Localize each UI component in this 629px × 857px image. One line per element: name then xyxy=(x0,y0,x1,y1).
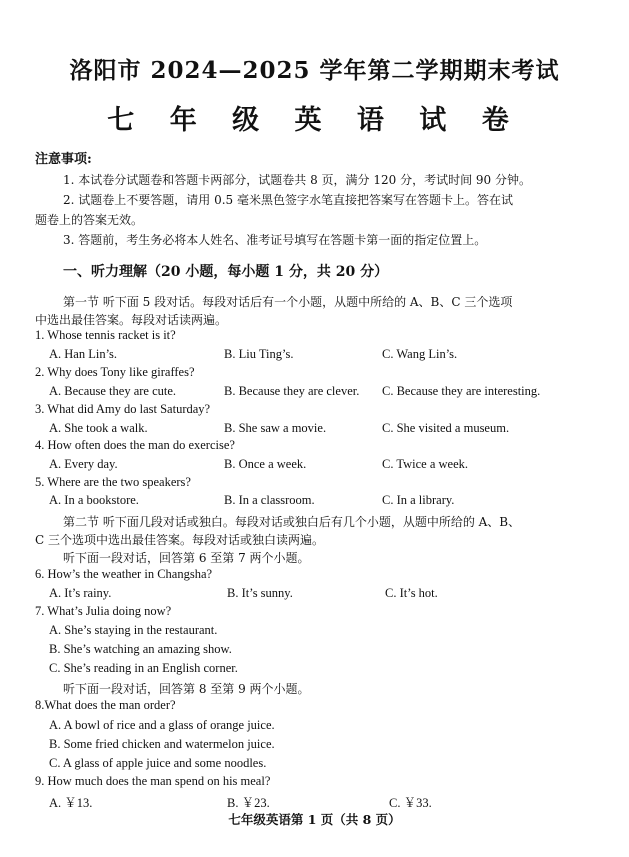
option-b: B. She saw a movie. xyxy=(224,421,327,435)
option-a: A. She’s staying in the restaurant. xyxy=(49,623,218,637)
option-c: C. Because they are interesting. xyxy=(382,384,541,398)
notice-item: 3. 答题前，考生务必将本人姓名、准考证号填写在答题卡第一面的指定位置上。 xyxy=(63,233,487,247)
option-b: B. Once a week. xyxy=(224,457,307,471)
option-a: A. Because they are cute. xyxy=(49,384,177,398)
option-c: C. A glass of apple juice and some noodles. xyxy=(49,756,267,770)
question: 9. How much does the man spend on his meal? xyxy=(35,774,271,788)
dialogue-intro: 听下面一段对话，回答第 6 至第 7 两个小题。 xyxy=(63,551,310,565)
option-b: B. She’s watching an amazing show. xyxy=(49,642,232,656)
option-c: C. She visited a museum. xyxy=(382,421,510,435)
question: 3. What did Amy do last Saturday? xyxy=(35,402,211,416)
question: 7. What’s Julia doing now? xyxy=(35,604,172,618)
notice-heading: 注意事项: xyxy=(35,152,92,167)
option-a: A. It’s rainy. xyxy=(49,586,112,600)
notice-item: 2. 试题卷上不要答题，请用 0.5 毫米黑色签字水笔直接把答案写在答题卡上。答在试 xyxy=(63,193,513,207)
question: 4. How often does the man do exercise? xyxy=(35,438,235,452)
option-c: C. It’s hot. xyxy=(385,586,438,600)
notice-item: 题卷上的答案无效。 xyxy=(35,213,144,227)
question: 6. How’s the weather in Changsha? xyxy=(35,567,213,581)
page-footer: 七年级英语第 1 页（共 8 页） xyxy=(228,812,401,827)
question: 5. Where are the two speakers? xyxy=(35,475,191,489)
option-b: B. Because they are clever. xyxy=(224,384,360,398)
section-heading: 一、听力理解（20 小题，每小题 1 分，共 20 分） xyxy=(63,264,389,280)
option-a: A. Han Lin’s. xyxy=(49,347,118,361)
option-c: C. Twice a week. xyxy=(382,457,469,471)
dialogue-intro: 听下面一段对话，回答第 8 至第 9 两个小题。 xyxy=(63,682,310,696)
option-a: A. In a bookstore. xyxy=(49,493,139,507)
option-c: C. Wang Lin’s. xyxy=(382,347,458,361)
option-b: B. Liu Ting’s. xyxy=(224,347,294,361)
part2-instructions-cont: C 三个选项中选出最佳答案。每段对话或独白读两遍。 xyxy=(35,533,324,547)
option-c: C. She’s reading in an English corner. xyxy=(49,661,238,675)
option-a: A. ￥13. xyxy=(49,796,93,810)
option-c: C. ￥33. xyxy=(389,796,432,810)
exam-subtitle: 七 年 级 英 语 试 卷 xyxy=(107,105,522,136)
option-a: A. She took a walk. xyxy=(49,421,148,435)
option-b: B. Some fried chicken and watermelon juice. xyxy=(49,737,275,751)
option-b: B. It’s sunny. xyxy=(227,586,293,600)
notice-item: 1. 本试卷分试题卷和答题卡两部分，试题卷共 8 页，满分 120 分，考试时间 90 分钟。 xyxy=(63,173,531,187)
question: 2. Why does Tony like giraffes? xyxy=(35,365,195,379)
exam-title: 洛阳市 2024—2025 学年第二学期期末考试 xyxy=(69,57,560,84)
question: 8.What does the man order? xyxy=(35,698,176,712)
part1-instructions-cont: 中选出最佳答案。每段对话读两遍。 xyxy=(35,313,228,327)
part1-instructions: 第一节 听下面 5 段对话。每段对话后有一个小题，从题中所给的 A、B、C 三个选项 xyxy=(63,295,513,309)
option-b: B. In a classroom. xyxy=(224,493,315,507)
option-a: A. Every day. xyxy=(49,457,118,471)
option-a: A. A bowl of rice and a glass of orange juice. xyxy=(49,718,275,732)
part2-instructions: 第二节 听下面几段对话或独白。每段对话或独白后有几个小题，从题中所给的 A、B、 xyxy=(63,515,521,529)
option-c: C. In a library. xyxy=(382,493,455,507)
question: 1. Whose tennis racket is it? xyxy=(35,328,176,342)
option-b: B. ￥23. xyxy=(227,796,270,810)
